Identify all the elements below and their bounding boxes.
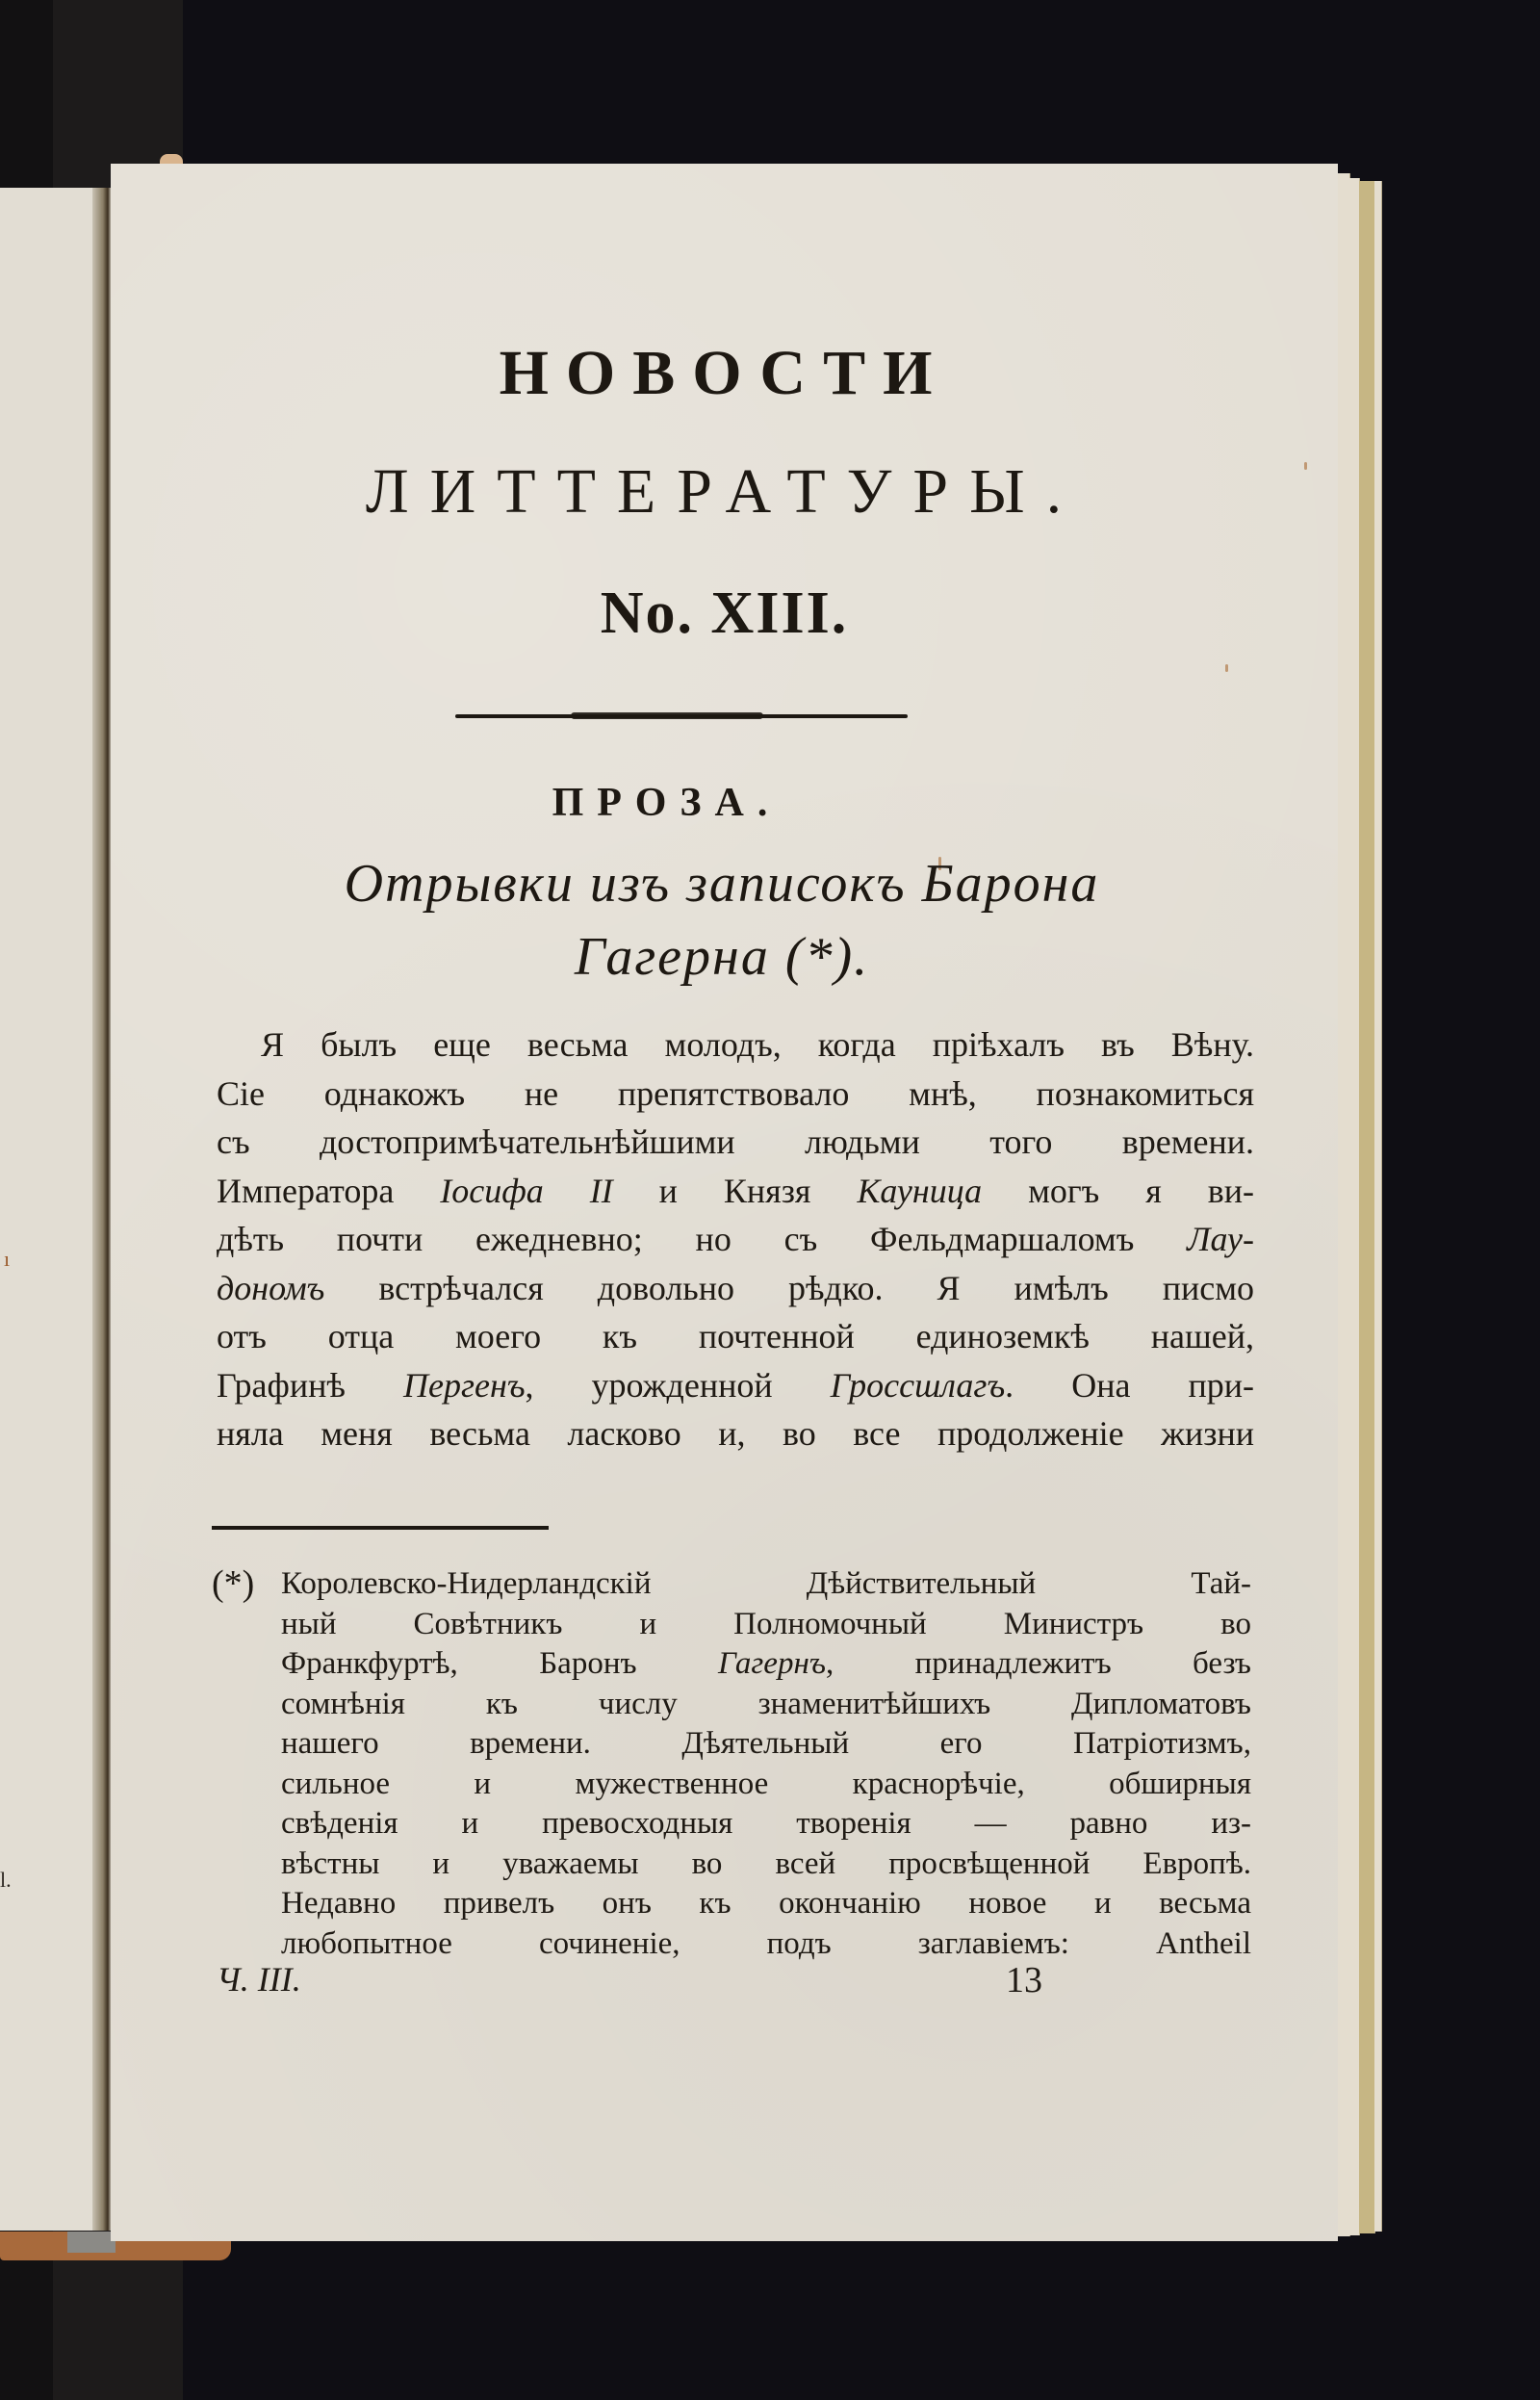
text-line [217,1118,1254,1167]
signature-mark [217,1959,301,2000]
text-run: Недавно привелъ онъ къ окончанію новое и весьма [281,1886,1251,1921]
text-line [217,1264,1254,1313]
text-run: ный Совѣтникъ и Полномочный Министръ во [281,1606,1251,1641]
text-line [281,1804,1251,1845]
text-run: отъ отца моего къ почтенной единоземкѣ нашей, [217,1317,1254,1355]
page-edge-gilt [1359,181,1375,2233]
left-page-sliver [0,188,100,2231]
footnote-text [281,1564,1251,1964]
text-run: Сіе однакожъ не препятствовало мнѣ, познакомиться [217,1073,1254,1113]
text-line [217,1409,1254,1458]
text-run: Королевско-Нидерландскій Дѣйствительный Тай- [281,1566,1251,1601]
text-run: и Князя [612,1171,858,1210]
text-line [281,1644,1251,1685]
article-title [217,847,1227,994]
text-line [217,1215,1254,1264]
footnote-rule [212,1526,549,1530]
page-number: 13 [1006,1960,1042,2000]
text-run: нашего времени. Дѣятельный его Патріотизмъ, [281,1726,1251,1761]
paper-fleck [1225,664,1228,672]
text-run: Я былъ еще весьма молодъ, когда пріѣхалъ въ Вѣну. [261,1025,1254,1064]
text-run: Франкфуртѣ, Баронъ [281,1646,718,1681]
text-line [281,1605,1251,1645]
text-line [217,1167,1254,1216]
book-gutter [92,188,112,2231]
text-line [281,1724,1251,1765]
italic-name: Кауница [857,1171,983,1210]
text-run: , принадлежитъ безъ [825,1646,1251,1681]
text-run: съ достопримѣчательнѣйшими людьми того времени. [217,1123,1254,1161]
text-run: сильное и мужественное краснорѣчіе, обширныя [281,1766,1251,1801]
masthead-title-line1: НОВОСТИ [499,338,950,408]
text-line [217,1312,1254,1361]
book-page [111,164,1338,2241]
italic-name: Гроссшлагъ [830,1365,1006,1405]
masthead-title-line2: ЛИТТЕРАТУРЫ. [365,456,1084,527]
italic-name: Лау- [1187,1220,1254,1258]
text-run: , урожденной [525,1365,831,1405]
page-edge [1374,181,1382,2232]
italic-name: Пергенъ [402,1365,526,1405]
text-run: могъ я ви- [982,1171,1254,1210]
article-title-line1: Отрывки изъ записокъ Барона [344,854,1100,914]
text-run: встрѣчался довольно рѣдко. Я имѣлъ писмо [324,1268,1254,1307]
issue-number: No. XIII. [600,581,849,646]
text-line [217,1070,1254,1119]
ornamental-rule [455,714,908,718]
left-page-fragment: l. [0,1868,12,1892]
footnote-marker: (*) [212,1563,255,1604]
text-line [217,1020,1254,1070]
text-run: . Она при- [1005,1365,1254,1405]
text-line [281,1924,1251,1965]
text-run: сомнѣнія къ числу знаменитѣйшихъ Дипломатовъ [281,1686,1251,1721]
text-run: няла меня весьма ласково и, во все продолженіе жизни [217,1414,1254,1453]
left-page-fragment: ı [4,1247,11,1271]
italic-name: Іосифа II [440,1171,613,1210]
text-run: дѣть почти ежедневно; но съ Фельдмаршаломъ [217,1220,1188,1258]
text-run: Императора [217,1171,441,1210]
text-line [217,1361,1254,1410]
text-line [281,1845,1251,1885]
text-line [281,1884,1251,1924]
text-run: любопытное сочиненіе, подъ заглавіемъ: Antheil [281,1925,1251,1961]
signature-text: Ч. III. [217,1960,301,1999]
italic-name: дономъ [217,1268,325,1307]
text-line [281,1765,1251,1805]
italic-name: Гагернъ [717,1646,826,1681]
text-line [281,1685,1251,1725]
text-run: вѣстны и уважаемы во всей просвѣщенной Европѣ. [281,1845,1251,1881]
article-title-line2: Гагерна (*). [574,927,870,987]
text-run: Графинѣ [217,1365,403,1405]
section-heading: ПРОЗА. [552,781,782,825]
text-line [281,1564,1251,1605]
clip [67,2232,116,2253]
text-run: свѣденія и превосходныя творенія — равно из- [281,1806,1251,1841]
article-body [217,1020,1254,1458]
